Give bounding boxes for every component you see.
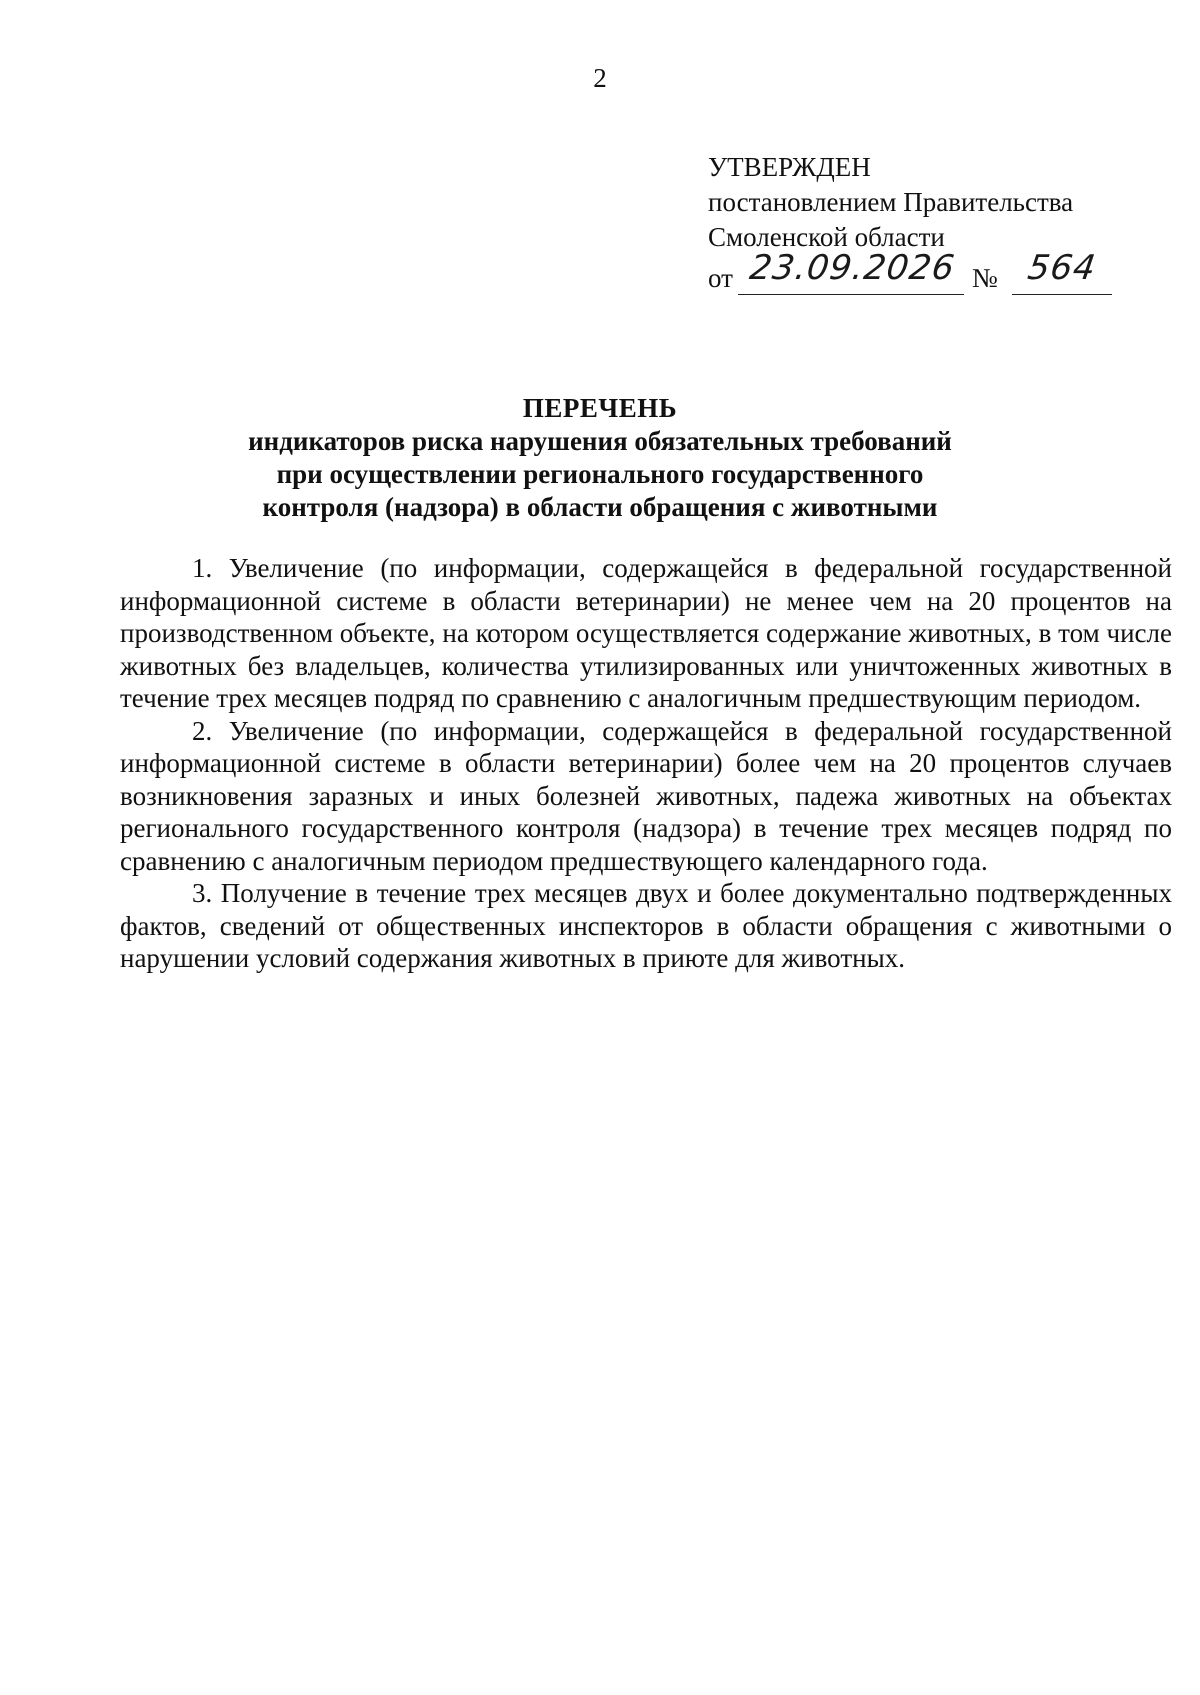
list-item-3: 3. Получение в течение трех месяцев двух и более документально подтвержденных фактов, сведений от общественных инспекторов в области обращения с животными о нарушении условий содержания животных в приюте для животных. [120,878,1172,973]
approval-heading: УТВЕРЖДЕН [708,152,871,182]
approval-line-1: постановлением Правительства [708,187,1074,217]
title-line-1: индикаторов риска нарушения обязательных требований [248,426,952,456]
document-body [120,552,1172,975]
list-item-1: 1. Увеличение (по информации, содержащейся в федеральной государственной информационной системе в области ветеринарии) не менее чем на 20 процентов на производственном объекте, на котором осуществляется содержание животных, в том числе животных без владельцев, количества утилизированных или уничтоженных животных в течение трех месяцев подряд по сравнению с аналогичным предшествующим периодом. [120,553,1172,713]
handwritten-date: 23.09.2026 [747,248,958,288]
number-underline [1012,294,1112,295]
from-label: от [708,263,733,293]
approval-date-number-line [708,248,1128,299]
approval-line-2: Смоленской области [708,222,945,252]
date-underline [738,294,964,295]
approval-block [708,150,1128,299]
list-item-2: 2. Увеличение (по информации, содержащейся в федеральной государственной информационной системе в области ветеринарии) более чем на 20 процентов случаев возникновения заразных и иных болезней животных, падежа животных на объектах регионального государственного контроля (надзора) в течение трех месяцев подряд по сравнению с аналогичным периодом предшествующего календарного года. [120,715,1172,876]
title-line-2: при осуществлении регионального государственного [276,459,924,489]
handwritten-number: 564 [1025,248,1099,288]
page-number: 2 [593,63,607,93]
document-title [0,392,1200,524]
title-main: ПЕРЕЧЕНЬ [522,393,678,423]
title-line-3: контроля (надзора) в области обращения с животными [262,492,938,522]
number-label: № [972,263,998,293]
